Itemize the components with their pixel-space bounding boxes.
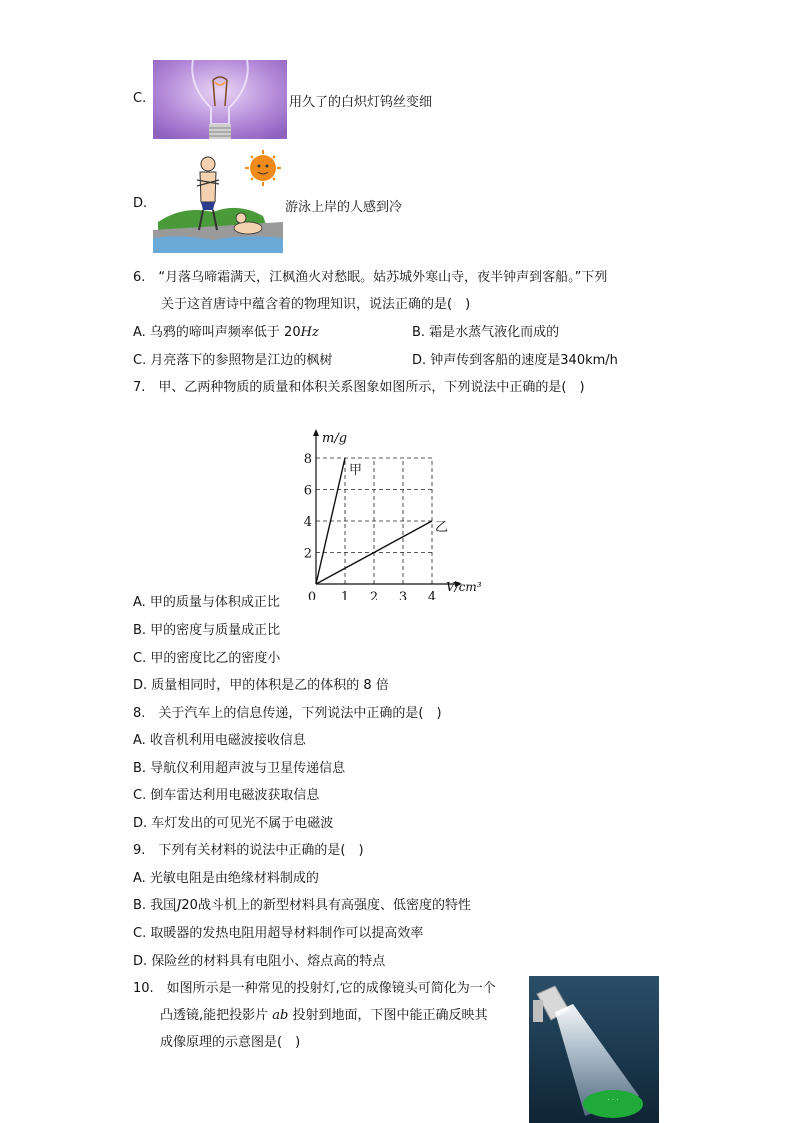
y-tick-label-8: 8 bbox=[303, 452, 312, 467]
q7-option-c: C. 甲的密度比乙的密度小 bbox=[133, 651, 281, 666]
x-axis-label: V/cm³ bbox=[446, 580, 482, 594]
x-tick-label-0: 0 bbox=[307, 590, 317, 600]
projector-lamp-image bbox=[529, 976, 659, 1123]
q7-option-b: B. 甲的密度与质量成正比 bbox=[133, 623, 281, 638]
q6-option-a-text: A. 乌鸦的啼叫声频率低于 20 bbox=[133, 325, 301, 340]
q7-option-d: D. 质量相同时，甲的体积是乙的体积的 8 倍 bbox=[133, 678, 389, 693]
q10-stem-line3: 成像原理的示意图是( ) bbox=[160, 1035, 301, 1050]
q10-stem-line2-b: 投射到地面，下图中能正确反映其 bbox=[288, 1008, 488, 1023]
q8-option-b: B. 导航仪利用超声波与卫星传递信息 bbox=[133, 761, 346, 776]
y-tick-label-2: 2 bbox=[303, 546, 312, 562]
q8-option-d: D. 车灯发出的可见光不属于电磁波 bbox=[133, 816, 334, 831]
q9-option-c: C. 取暖器的发热电阻用超导材料制作可以提高效率 bbox=[133, 926, 424, 941]
q6-option-c: C. 月亮落下的参照物是江边的枫树 bbox=[133, 353, 333, 368]
q9-option-b bbox=[133, 897, 471, 915]
x-tick-label-1: 1 bbox=[340, 590, 350, 600]
q9-stem: 9. 下列有关材料的说法中正确的是( ) bbox=[133, 843, 364, 858]
q9-option-b-prefix: B. 我国 bbox=[133, 898, 177, 913]
q8-option-c: C. 倒车雷达利用电磁波获取信息 bbox=[133, 788, 320, 803]
q5-option-d-label: D. bbox=[133, 196, 148, 211]
x-tick-label-3: 3 bbox=[398, 590, 408, 600]
q7-option-a: A. 甲的质量与体积成正比 bbox=[133, 595, 280, 610]
series-label-0: 甲 bbox=[349, 463, 363, 478]
q6-option-b: B. 霜是水蒸气液化而成的 bbox=[412, 325, 560, 340]
q9-option-a: A. 光敏电阻是由绝缘材料制成的 bbox=[133, 871, 319, 886]
light-bulb-image bbox=[153, 60, 287, 139]
x-tick-label-4: 4 bbox=[427, 590, 437, 600]
q9-option-d: D. 保险丝的材料具有电阻小、熔点高的特点 bbox=[133, 954, 386, 969]
q5-option-d-text: 游泳上岸的人感到冷 bbox=[285, 200, 403, 215]
q10-stem-var-ab: ab bbox=[272, 1008, 289, 1023]
q9-option-b-model: J bbox=[176, 898, 182, 913]
q5-option-c-text: 用久了的白炽灯钨丝变细 bbox=[289, 95, 433, 110]
q6-option-d: D. 钟声传到客船的速度是340km/h bbox=[412, 353, 618, 368]
swimmer-image bbox=[153, 150, 283, 253]
svg-text:· · ·: · · · bbox=[607, 1096, 619, 1104]
y-axis-arrow bbox=[313, 429, 319, 436]
x-tick-label-2: 2 bbox=[369, 590, 379, 600]
q6-option-a-unit: Hz bbox=[300, 325, 319, 340]
y-tick-label-6: 6 bbox=[303, 483, 312, 499]
q8-stem: 8. 关于汽车上的信息传递，下列说法中正确的是( ) bbox=[133, 706, 442, 721]
q5-option-c-label: C. bbox=[133, 91, 147, 106]
q10-stem-line2-a: 凸透镜,能把投影片 bbox=[160, 1008, 273, 1023]
y-tick-label-4: 4 bbox=[303, 515, 312, 530]
series-label-1: 乙 bbox=[435, 520, 449, 535]
y-axis-label: m/g bbox=[322, 431, 348, 446]
q7-stem: 7. 甲、乙两种物质的质量和体积关系图象如图所示，下列说法中正确的是( ) bbox=[133, 380, 585, 395]
q6-option-a bbox=[133, 324, 319, 342]
q9-option-b-rest: 20战斗机上的新型材料具有高强度、低密度的特性 bbox=[181, 898, 471, 913]
q8-option-a: A. 收音机利用电磁波接收信息 bbox=[133, 733, 306, 748]
q6-stem-line2: 关于这首唐诗中蕴含着的物理知识，说法正确的是( ) bbox=[161, 297, 471, 312]
q6-stem-line1: 6. “月落乌啼霜满天，江枫渔火对愁眠。姑苏城外寒山寺，夜半钟声到客船。”下列 bbox=[133, 270, 608, 285]
q10-stem-line2 bbox=[160, 1007, 487, 1025]
q10-stem-line1: 10. 如图所示是一种常见的投射灯,它的成像镜头可简化为一个 bbox=[133, 981, 496, 996]
mass-volume-chart bbox=[296, 425, 496, 600]
